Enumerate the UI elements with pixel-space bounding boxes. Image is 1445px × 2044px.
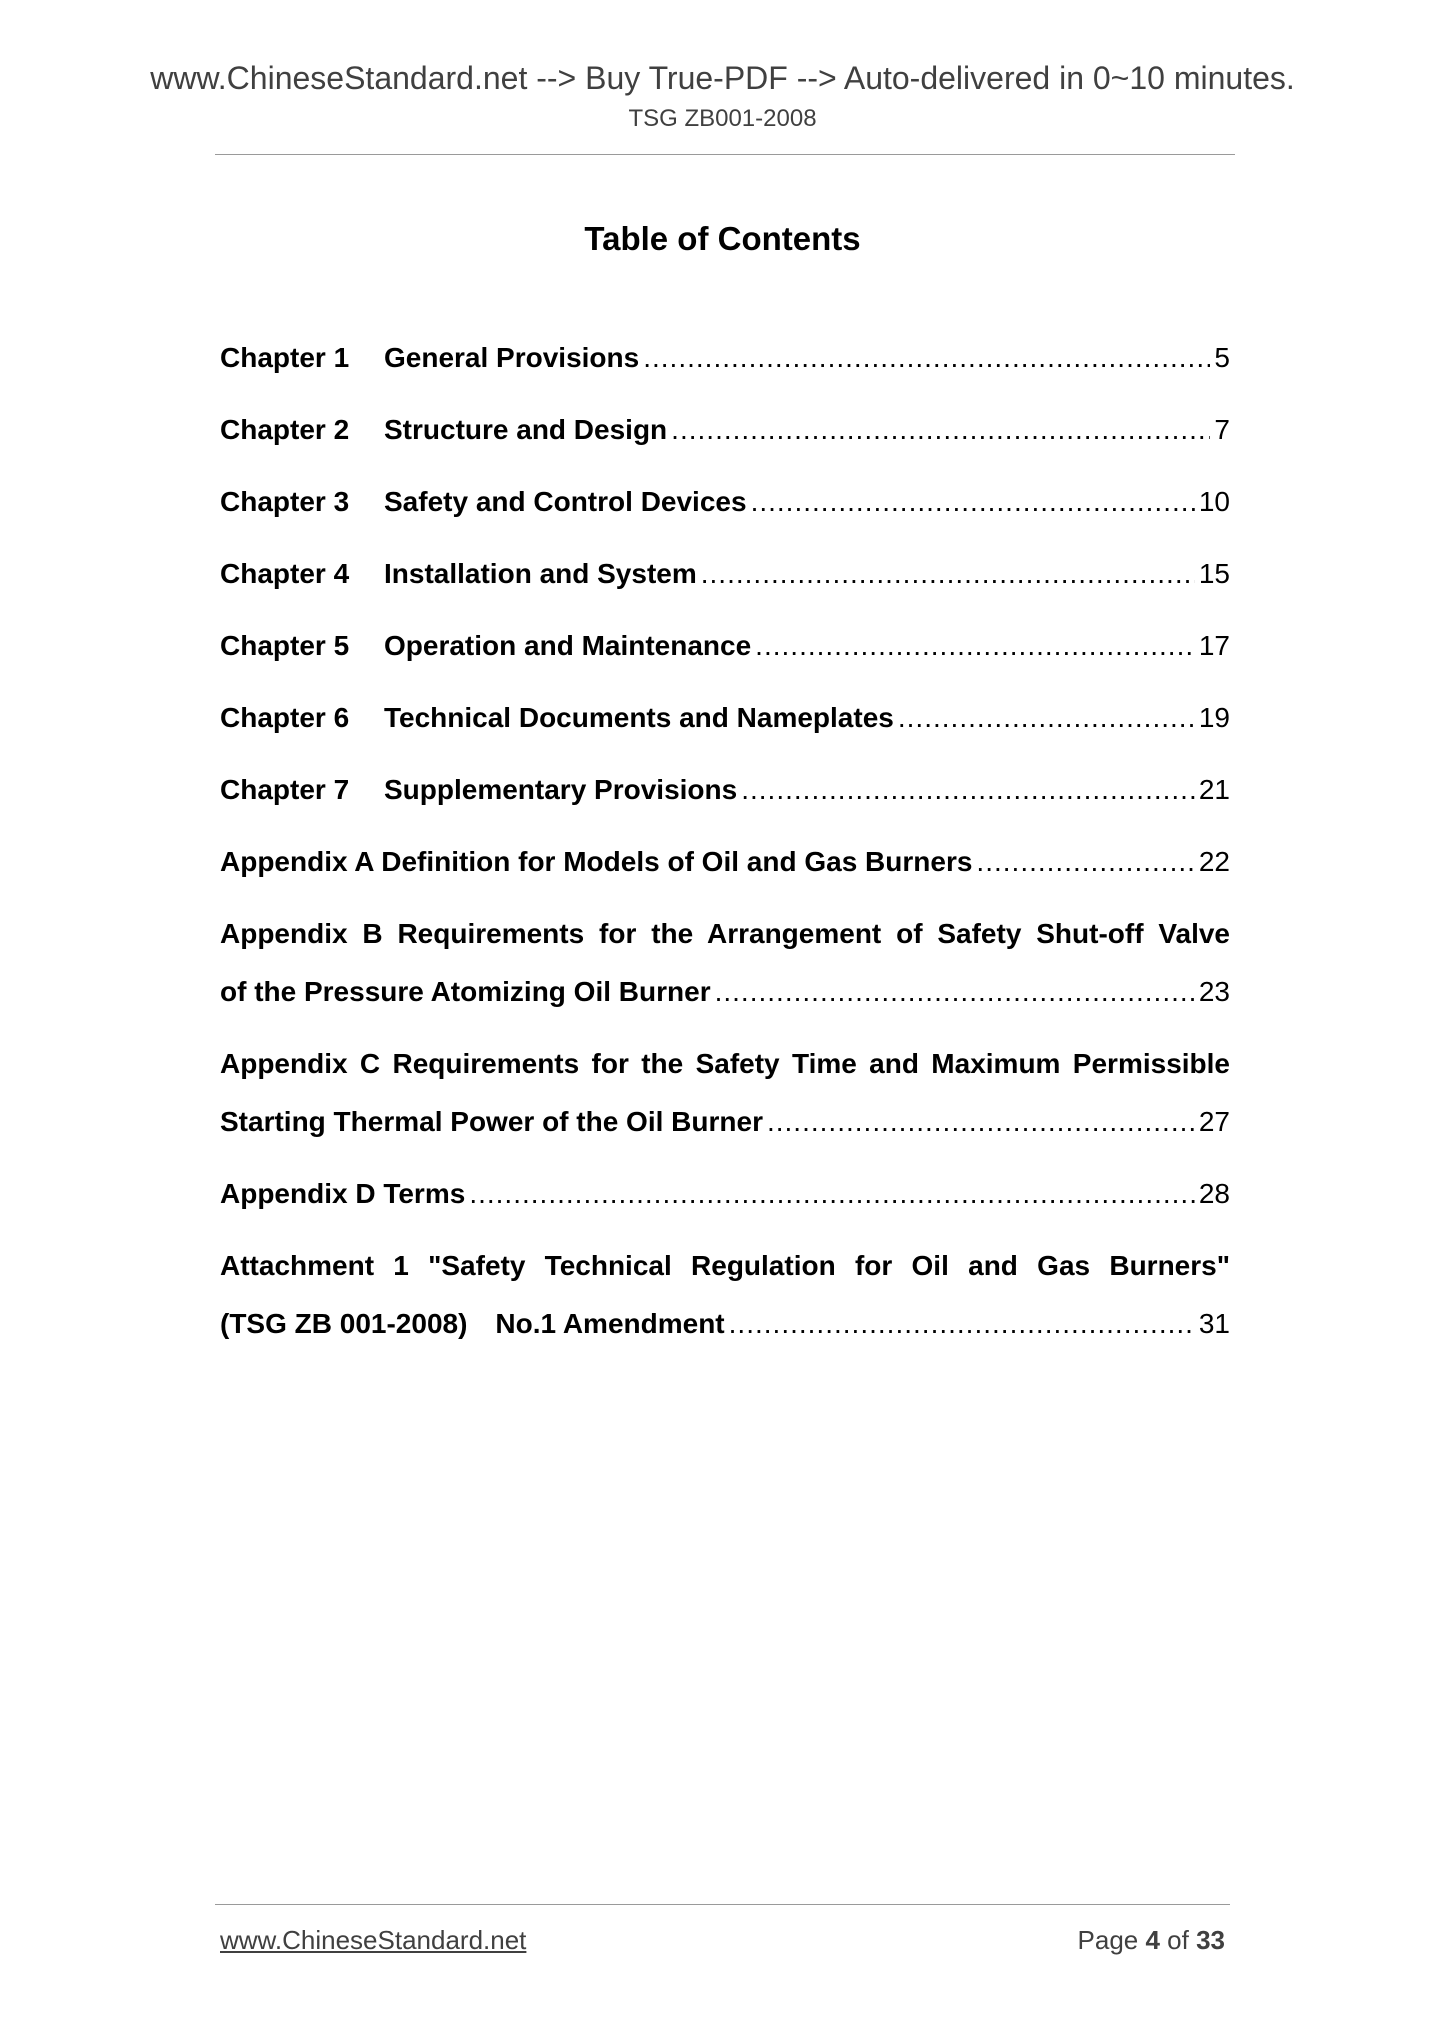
footer-website-link[interactable]: www.ChineseStandard.net	[220, 1925, 527, 1955]
dot-leader	[751, 484, 1195, 520]
toc-entry-line	[220, 974, 1230, 1010]
dot-leader	[755, 628, 1195, 664]
toc-entry-chapter-5[interactable]	[220, 628, 1230, 664]
toc-entry-chapter-6[interactable]	[220, 700, 1230, 736]
toc-entry-appendix-d[interactable]	[220, 1176, 1230, 1212]
toc-page-number: 19	[1198, 702, 1230, 733]
site-banner: www.ChineseStandard.net --> Buy True-PDF --> Auto-delivered in 0~10 minutes.	[150, 60, 1295, 96]
toc-entry-chapter-4[interactable]	[220, 556, 1230, 592]
toc-page-number: 27	[1198, 1106, 1230, 1137]
toc-entry-line	[220, 1306, 1230, 1342]
page-indicator: Page 4 of 33	[1077, 1925, 1225, 1955]
toc-entry-label: Chapter 3 Safety and Control Devices	[220, 486, 747, 517]
toc-entry-label: Chapter 7 Supplementary Provisions	[220, 774, 738, 805]
toc-entry-label: Chapter 2 Structure and Design	[220, 414, 668, 445]
dot-leader	[643, 340, 1210, 376]
toc-entry-label: (TSG ZB 001-2008) No.1 Amendment	[220, 1308, 725, 1339]
toc-entry-label: Chapter 4 Installation and System	[220, 558, 697, 589]
toc-entry-chapter-1[interactable]	[220, 340, 1230, 376]
dot-leader	[715, 974, 1195, 1010]
footer-divider	[215, 1904, 1230, 1905]
toc-entry-line: Appendix C Requirements for the Safety Time and Maximum Permissible	[220, 1048, 1230, 1079]
toc-page-number: 22	[1198, 846, 1230, 877]
toc-entry-label: Appendix D Terms	[220, 1178, 466, 1209]
toc-entry-label: Starting Thermal Power of the Oil Burner	[220, 1106, 763, 1137]
toc-page-number: 17	[1198, 630, 1230, 661]
toc-page-number: 31	[1198, 1308, 1230, 1339]
toc-page-number: 7	[1214, 414, 1230, 445]
dot-leader	[701, 556, 1195, 592]
header-divider	[215, 154, 1235, 155]
toc-entry-line	[220, 1104, 1230, 1140]
toc-entry-label: Chapter 5 Operation and Maintenance	[220, 630, 752, 661]
toc-entry-label: of the Pressure Atomizing Oil Burner	[220, 976, 711, 1007]
toc-entry-line: Appendix B Requirements for the Arrangement of Safety Shut-off Valve	[220, 918, 1230, 949]
toc-entry-label: Appendix A Definition for Models of Oil and Gas Burners	[220, 846, 973, 877]
dot-leader	[976, 844, 1194, 880]
dot-leader	[741, 772, 1195, 808]
toc-entry-chapter-3[interactable]	[220, 484, 1230, 520]
toc-entry-label: Chapter 6 Technical Documents and Nameplates	[220, 702, 894, 733]
dot-leader	[469, 1176, 1195, 1212]
toc-page-number: 15	[1198, 558, 1230, 589]
toc-page-number: 21	[1198, 774, 1230, 805]
toc-page-number: 5	[1214, 342, 1230, 373]
dot-leader	[898, 700, 1195, 736]
toc-entry-appendix-a[interactable]	[220, 844, 1230, 880]
toc-title: Table of Contents	[584, 220, 861, 257]
toc-page-number: 10	[1198, 486, 1230, 517]
dot-leader	[671, 412, 1210, 448]
total-page-count: 33	[1196, 1925, 1225, 1955]
current-page-number: 4	[1145, 1925, 1160, 1955]
toc-entry-label: Chapter 1 General Provisions	[220, 342, 640, 373]
toc-entry-chapter-2[interactable]	[220, 412, 1230, 448]
toc-page-number: 23	[1198, 976, 1230, 1007]
toc-entry-line: Attachment 1 "Safety Technical Regulation for Oil and Gas Burners"	[220, 1250, 1230, 1281]
dot-leader	[767, 1104, 1195, 1140]
dot-leader	[729, 1306, 1195, 1342]
document-code: TSG ZB001-2008	[628, 105, 817, 132]
toc-entry-chapter-7[interactable]	[220, 772, 1230, 808]
toc-page-number: 28	[1198, 1178, 1230, 1209]
